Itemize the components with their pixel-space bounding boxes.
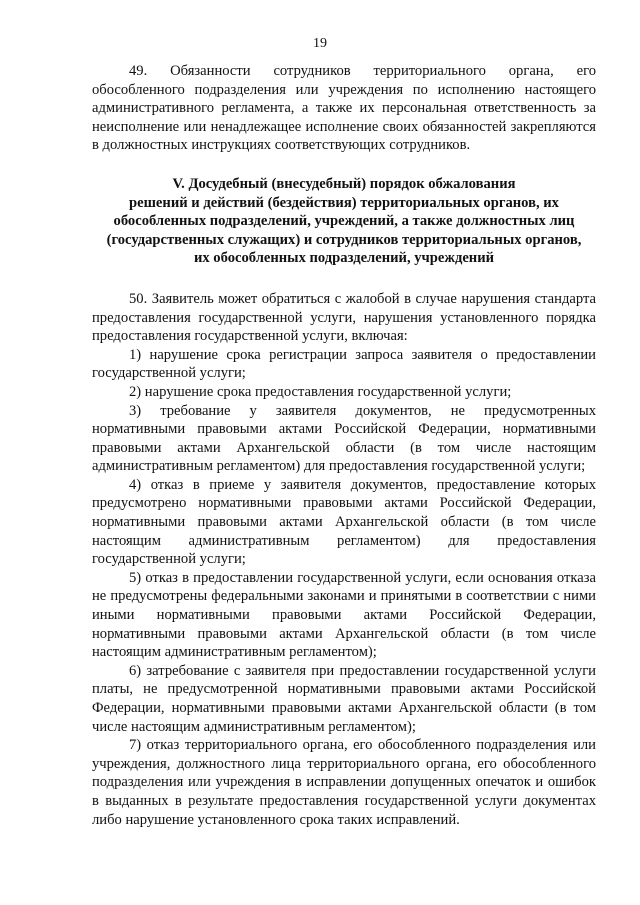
section-title-line-1: V. Досудебный (внесудебный) порядок обжалования (172, 175, 516, 192)
list-item: 7) отказ территориального органа, его обособленного подразделения или учреждения, должностного лица территориального органа, его обособленного подразделения или учреждения в исправлении допущенных опечаток и ошибок в выданных в результате предоставления государственной услуги документах либо нарушение установленного срока таких исправлений. (92, 737, 596, 828)
list-item: 6) затребование с заявителя при предоставлении государственной услуги платы, не предусмотренной нормативными правовыми актами Российской Федерации, нормативными правовыми актами Архангельской области (в том числе настоящим административным регламентом); (92, 662, 596, 735)
document-body (92, 62, 596, 829)
section-title-line-3: обособленных подразделений, учреждений, а также должностных лиц (113, 213, 575, 230)
violation-list (92, 346, 596, 829)
paragraph-49: 49. Обязанности сотрудников территориального органа, его обособленного подразделения или учреждения по исполнению настоящего административного регламента, а также их персональная ответственность за неисполнение или ненадлежащее исполнение своих обязанностей закрепляются в должностных инструкциях соответствующих сотрудников. (92, 63, 596, 154)
list-item: 1) нарушение срока регистрации запроса заявителя о предоставлении государственной услуги; (92, 346, 596, 382)
section-title-line-5: их обособленных подразделений, учреждений (193, 250, 495, 267)
list-item: 3) требование у заявителя документов, не предусмотренных нормативными правовыми актами Российской Федерации, нормативными правовыми актами Архангельской области (в том числе настоящим административным регламентом) для предоставления государственной услуги; (92, 402, 596, 475)
list-item: 4) отказ в приеме у заявителя документов, предоставление которых предусмотрено нормативными правовыми актами Российской Федерации, нормативными правовыми актами Архангельской области (в том числе настоящим административным регламентом) для предоставления государственной услуги; (92, 476, 596, 568)
section-title-line-2: решений и действий (бездействия) территориальных органов, их (129, 194, 559, 211)
section-title-line-4: (государственных служащих) и сотрудников территориальных органов, (106, 231, 582, 248)
page-number: 19 (313, 36, 327, 51)
list-item: 5) отказ в предоставлении государственной услуги, если основания отказа не предусмотрены федеральными законами и принятыми в соответствии с ними иными нормативными правовыми актами Российской Федерации, нормативными правовыми актами Архангельской области (в том числе настоящим административным регламентом); (92, 569, 596, 661)
section-title (92, 175, 596, 268)
paragraph-50-intro: 50. Заявитель может обратиться с жалобой в случае нарушения стандарта предоставления государственной услуги, нарушения установленного порядка предоставления государственной услуги, включая: (92, 290, 596, 345)
list-item: 2) нарушение срока предоставления государственной услуги; (129, 383, 512, 400)
